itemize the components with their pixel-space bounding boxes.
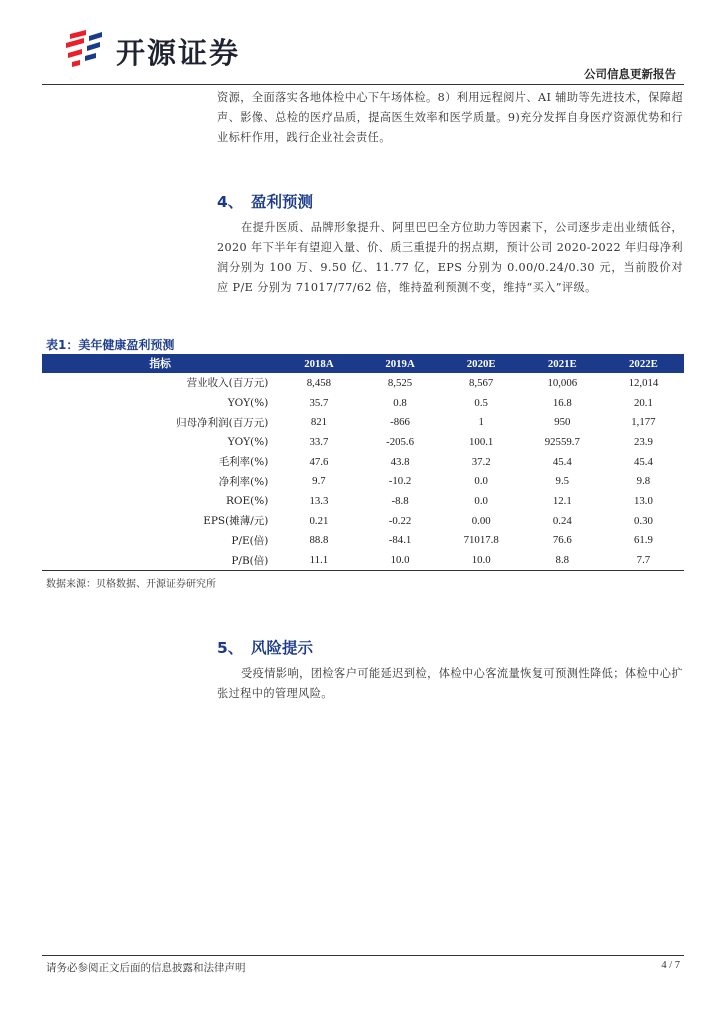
earnings-forecast-table — [42, 354, 684, 571]
table-cell: -866 — [390, 416, 410, 429]
header-divider — [42, 84, 684, 85]
brand-logo — [62, 28, 272, 70]
table-cell: 10,006 — [547, 376, 578, 389]
table-caption: 表1：美年健康盈利预测 — [46, 338, 175, 352]
table-cell: 8,567 — [469, 376, 494, 389]
table-cell: 1 — [478, 416, 484, 429]
table-cell: 12,014 — [628, 376, 659, 389]
table-cell: 13.3 — [309, 494, 329, 507]
footer-disclaimer: 请务必参阅正文后面的信息披露和法律声明 — [46, 962, 246, 974]
table-cell: 76.6 — [552, 534, 572, 547]
table-cell: 16.8 — [552, 396, 572, 409]
table-cell: 10.0 — [359, 550, 440, 570]
table-cell: 0.8 — [393, 396, 407, 409]
table-cell: 9.5 — [555, 475, 570, 488]
table-header-row — [42, 354, 684, 373]
table-cell: 0.0 — [474, 475, 488, 488]
table-cell: 950 — [554, 416, 571, 429]
table-row — [42, 432, 684, 452]
brand-name: 开源证券 — [116, 36, 241, 70]
table-row — [42, 471, 684, 491]
row-label: EPS(摊薄/元) — [203, 515, 269, 528]
row-label: 毛利率(%) — [218, 456, 269, 469]
table-cell: 8,458 — [306, 376, 332, 389]
table-cell: 23.9 — [633, 435, 653, 448]
table-cell: -10.2 — [388, 475, 412, 488]
table-cell: 45.4 — [552, 455, 572, 468]
forecast-paragraph: 在提升医质、品牌形象提升、阿里巴巴全方位助力等因素下，公司逐步走出业绩低谷，2020 年下半年有望迎入量、价、质三重提升的拐点期，预计公司 2020-2022 年归母净利润分别为 100 万、9.50 亿、11.77 亿，EPS 分别为 0.00/0.24/0.30 元，当前股价对应 P/E 分别为 71017/77/62 倍，维持盈利预测不变，维持“买入”评级。 — [217, 221, 683, 294]
brand-logo-mark-icon — [62, 28, 106, 70]
table-cell: 9.8 — [636, 475, 651, 488]
table-row — [42, 393, 684, 413]
table-cell: 821 — [310, 416, 328, 429]
row-label: P/E(倍) — [231, 534, 269, 547]
section-5-title: 风险提示 — [251, 639, 314, 657]
table-cell: 20.1 — [633, 396, 653, 409]
table-row — [42, 452, 684, 472]
table-cell: 0.00 — [471, 514, 491, 527]
row-label: YOY(%) — [227, 396, 269, 409]
report-type-label: 公司信息更新报告 — [584, 67, 676, 81]
table-cell: 61.9 — [633, 534, 653, 547]
section-4-heading — [217, 190, 313, 212]
table-cell: 0.5 — [474, 396, 488, 409]
table-cell: 100.1 — [469, 435, 494, 448]
row-label: 归母净利润(百万元) — [176, 416, 269, 429]
page-number: 4 / 7 — [661, 960, 680, 971]
header-year: 2020E — [441, 354, 522, 373]
table-cell: 10.0 — [441, 550, 522, 570]
table-row — [42, 412, 684, 432]
row-label: 净利率(%) — [218, 475, 269, 488]
table-cell: -84.1 — [388, 534, 412, 547]
table-cell: 0.0 — [474, 494, 488, 507]
table-cell: 88.8 — [309, 534, 329, 547]
table-cell: 9.7 — [312, 475, 326, 488]
risk-paragraph: 受疫情影响，团检客户可能延迟到检，体检中心客流量恢复可预测性降低；体检中心扩张过程中的管理风险。 — [217, 667, 683, 700]
header-year: 2022E — [603, 354, 684, 373]
table-cell: 0.24 — [552, 514, 572, 527]
header-indicator: 指标 — [42, 354, 278, 373]
table-cell: 13.0 — [633, 494, 653, 507]
table-cell: 1,177 — [631, 416, 656, 429]
table-cell: 45.4 — [633, 455, 653, 468]
intro-paragraph: 资源，全面落实各地体检中心下午场体检。8）利用远程阅片、AI 辅助等先进技术，保障超声、影像、总检的医疗品质，提高医生效率和医学质量。9)充分发挥自身医疗资源优势和行业标杆作用，践行企业社会责任。 — [217, 91, 683, 144]
row-label: 营业收入(百万元) — [186, 377, 269, 390]
header-year: 2018A — [278, 354, 359, 373]
header-year: 2021E — [522, 354, 603, 373]
table-cell: -0.22 — [388, 514, 412, 527]
row-label: ROE(%) — [226, 494, 269, 507]
table-cell: 8.8 — [522, 550, 603, 570]
section-4-title: 盈利预测 — [251, 193, 314, 211]
table-cell: -205.6 — [386, 435, 414, 448]
row-label: P/B(倍) — [42, 550, 278, 570]
table-cell: 12.1 — [552, 494, 572, 507]
table-cell: 7.7 — [603, 550, 684, 570]
section-5-number: 5、 — [217, 639, 244, 657]
table-cell: 8,525 — [387, 376, 413, 389]
table-cell: 11.1 — [278, 550, 359, 570]
table-cell: 0.30 — [633, 514, 653, 527]
table-row — [42, 550, 684, 570]
table-cell: 0.21 — [309, 514, 329, 527]
table-cell: 35.7 — [309, 396, 329, 409]
table-row — [42, 491, 684, 511]
table-row — [42, 531, 684, 551]
table-cell: 37.2 — [471, 455, 491, 468]
row-label: YOY(%) — [227, 435, 269, 448]
table-body — [42, 373, 684, 570]
header-year: 2019A — [359, 354, 440, 373]
table-cell: -8.8 — [391, 494, 409, 507]
section-4-number: 4、 — [217, 193, 244, 211]
table-cell: 33.7 — [309, 435, 329, 448]
data-source-note: 数据来源：贝格数据、开源证券研究所 — [46, 579, 216, 590]
table-cell: 71017.8 — [463, 534, 499, 547]
table-cell: 43.8 — [390, 455, 410, 468]
footer-divider — [42, 955, 684, 956]
section-5-heading — [217, 636, 313, 658]
table-cell: 92559.7 — [544, 435, 580, 448]
table-cell: 47.6 — [309, 455, 329, 468]
table-row — [42, 511, 684, 531]
table-row — [42, 373, 684, 393]
